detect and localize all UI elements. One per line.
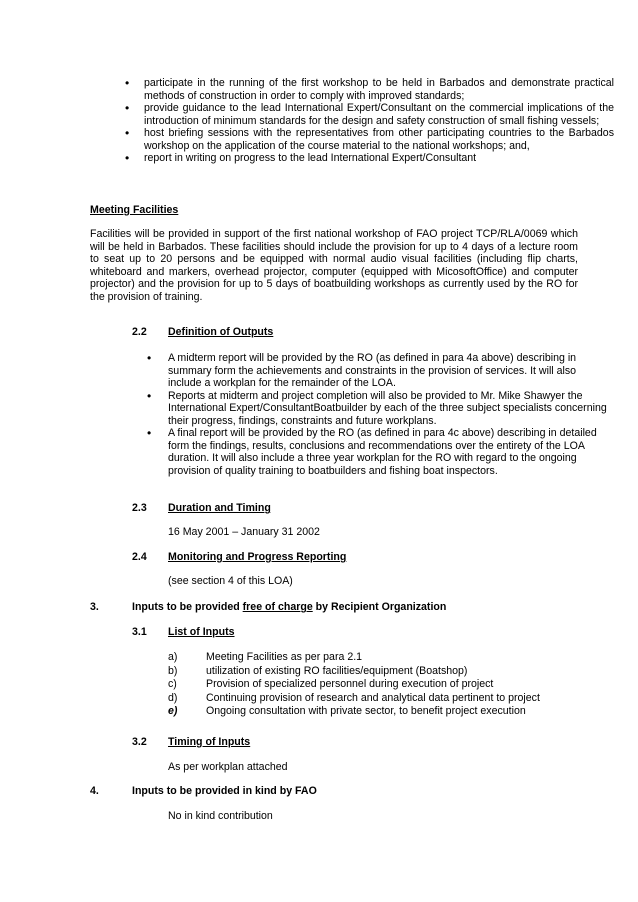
section-title [132, 601, 446, 614]
item-letter: c) [168, 678, 177, 690]
outputs-bullet-list [132, 352, 610, 477]
duration-text: 16 May 2001 – January 31 2002 [168, 526, 320, 538]
monitoring-text: (see section 4 of this LOA) [168, 575, 293, 587]
section-number: 2.3 [132, 502, 147, 514]
list-item [168, 705, 588, 719]
section-title: Inputs to be provided in kind by FAO [132, 785, 317, 797]
list-item: • host briefing sessions with the representatives from other participating countries to the Barbados workshop on the application of the course material to the national workshops; and, [144, 127, 614, 152]
list-item: • Reports at midterm and project completion will also be provided to Mr. Mike Shawyer the International Expert/ConsultantBoatbuilder by each of the three subject specialists concerning their progress, findings, constraints and future workplans. [168, 390, 610, 428]
section-title: Duration and Timing [168, 502, 271, 514]
item-letter: d) [168, 691, 178, 704]
section-number: 4. [90, 785, 99, 797]
list-item: • provide guidance to the lead International Expert/Consultant on the commercial implications of the introduction of minimum standards for the design and safety construction of small fishing vessels; [144, 102, 614, 127]
section-title: Definition of Outputs [168, 326, 274, 338]
meeting-facilities-heading: Meeting Facilities [90, 204, 179, 216]
title-part: by Recipient Organization [312, 601, 447, 613]
title-underlined-part: free of charge [242, 601, 313, 613]
list-item: • A final report will be provided by the RO (as defined in para 4c above) describing in detailed form the findings, results, conclusions and recommendations over the entirety of the LOA duration. It will also include a three year workplan for the RO with regard to the ongoing provision of quality training to boatbuilders and fishing boat inspectors. [168, 427, 610, 477]
section-number: 2.2 [132, 326, 147, 338]
list-item [168, 692, 588, 706]
timing-text: As per workplan attached [168, 761, 288, 773]
intro-bullet-list [108, 77, 614, 165]
section-number: 2.4 [132, 551, 147, 563]
item-letter: e) [168, 705, 178, 717]
item-letter: a) [168, 651, 178, 663]
item-text: Provision of specialized personnel during execution of project [206, 678, 494, 690]
list-item: • A midterm report will be provided by the RO (as defined in para 4a above) describing in summary form the achievements and constraints in the provision of services. It will also include a workplan for the remainder of the LOA. [168, 352, 610, 390]
section-title: Monitoring and Progress Reporting [168, 551, 347, 563]
list-item [168, 665, 588, 679]
item-letter: b) [168, 664, 178, 677]
item-text: Meeting Facilities as per para 2.1 [206, 651, 363, 663]
section-number: 3.2 [132, 736, 147, 748]
item-text: Continuing provision of research and analytical data pertinent to project [206, 691, 540, 704]
list-item: • report in writing on progress to the lead International Expert/Consultant [144, 152, 614, 165]
section-number: 3. [90, 601, 99, 613]
in-kind-text: No in kind contribution [168, 810, 273, 822]
section-number: 3.1 [132, 626, 147, 638]
item-text: utilization of existing RO facilities/equipment (Boatshop) [206, 664, 468, 677]
list-item [168, 678, 588, 692]
item-text: Ongoing consultation with private sector, to benefit project execution [206, 705, 526, 717]
section-title: List of Inputs [168, 626, 235, 638]
title-part: Inputs to be provided [132, 601, 243, 613]
inputs-list [168, 651, 588, 719]
meeting-facilities-body: Facilities will be provided in support of the first national workshop of FAO project TCP/RLA/0069 which will be held in Barbados. These facilities should include the provision for up to 4 days of a lecture room to seat up to 20 persons and be equipped with normal audio visual facilities (including flip charts, whiteboard and markers, overhead projector, computer (equipped with MicosoftOffice) and computer projector) and the provision for up to 5 days of boatbuilding workshops as currently used by the RO for the provision of training. [90, 228, 578, 303]
list-item [168, 651, 588, 665]
section-title: Timing of Inputs [168, 736, 251, 748]
list-item: • participate in the running of the first workshop to be held in Barbados and demonstrate practical methods of construction in order to comply with improved standards; [144, 77, 614, 102]
